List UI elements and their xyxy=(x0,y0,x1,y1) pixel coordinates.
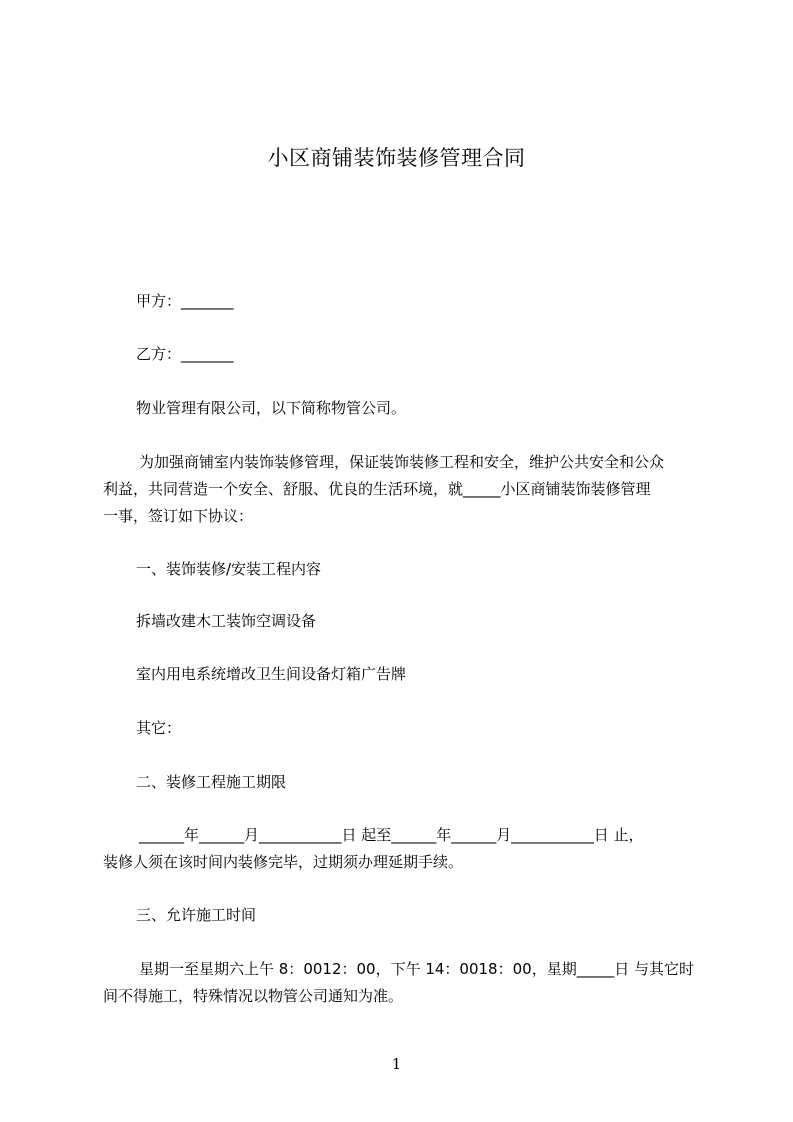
section-1-items-1: 拆墙改建木工装饰空调设备 xyxy=(136,612,317,630)
section-1-other: 其它： xyxy=(136,719,182,737)
section-2-line-2: 装修人须在该时间内装修完毕，过期须办理延期手续。 xyxy=(103,853,464,871)
company-note: 物业管理有限公司，以下简称物管公司。 xyxy=(136,399,407,417)
section-1-heading: 一、装饰装修/安装工程内容 xyxy=(136,560,322,578)
section-3-heading: 三、允许施工时间 xyxy=(136,906,257,924)
party-a-line: 甲方：_______ xyxy=(136,292,234,310)
page-number: 1 xyxy=(391,1055,402,1073)
purpose-line-3: 一事，签订如下协议： xyxy=(103,507,254,525)
party-b-line: 乙方：_______ xyxy=(136,345,234,363)
section-3-line-1: 星期一至星期六上午 8：0012：00，下午 14：0018：00，星期_____日 与其它时 xyxy=(139,960,694,978)
section-2-heading: 二、装修工程施工期限 xyxy=(136,773,287,791)
section-1-items-2: 室内用电系统增改卫生间设备灯箱广告牌 xyxy=(136,665,407,683)
purpose-line-2: 利益，共同营造一个安全、舒服、优良的生活环境，就_____小区商铺装饰装修管理 xyxy=(103,480,651,498)
section-3-line-2: 间不得施工，特殊情况以物管公司通知为准。 xyxy=(103,987,404,1005)
document-title: 小区商铺装饰装修管理合同 xyxy=(267,146,526,170)
purpose-line-1: 为加强商铺室内装饰装修管理，保证装饰装修工程和安全，维护公共安全和公众 xyxy=(139,453,665,471)
section-2-line-1: ______年______月___________日 起至______年______月___________日 止， xyxy=(139,826,644,844)
